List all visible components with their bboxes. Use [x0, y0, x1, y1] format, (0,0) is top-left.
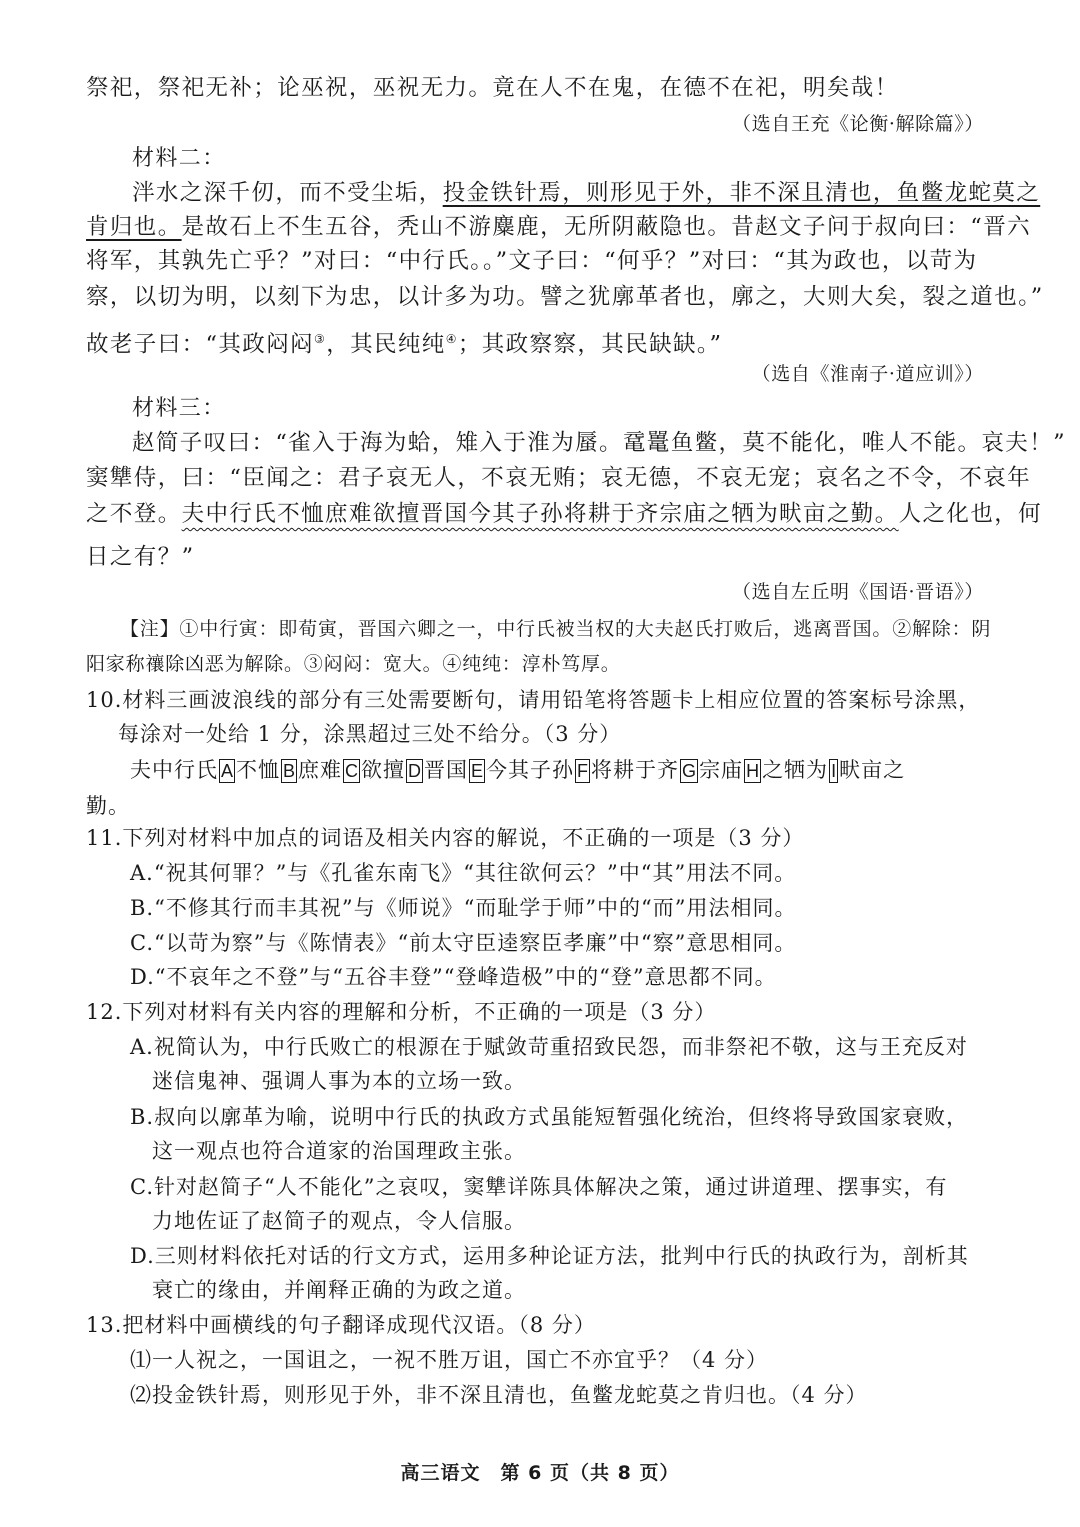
- question-12-option-a-line-1[interactable]: A.祝简认为，中行氏败亡的根源在于赋敛苛重招致民怨，而非祭祀不敬，这与王充反对: [130, 1035, 968, 1059]
- material-3-line-1: 赵简子叹曰：“雀入于海为蛤，雉入于淮为蜃。鼋鼍鱼鳖，莫不能化，唯人不能。哀夫！”: [132, 430, 1067, 456]
- source-huainanzi: （选自《淮南子·道应训》）: [751, 363, 984, 385]
- note-marker-4: ④: [445, 332, 458, 346]
- question-10-stem: 10.材料三画波浪线的部分有三处需要断句，请用铅笔将答题卡上相应位置的答案标号涂黑，: [86, 688, 981, 712]
- segment: 畎亩之: [839, 758, 906, 782]
- source-guoyu: （选自左丘明《国语·晋语》）: [732, 581, 984, 603]
- question-12-option-b-line-2: 这一观点也符合道家的治国理政主张。: [152, 1139, 526, 1163]
- question-12-option-d-line-1[interactable]: D.三则材料依托对话的行文方式，运用多种论证方法，批判中行氏的执政行为，剖析其: [130, 1244, 969, 1268]
- break-option-f[interactable]: F: [577, 761, 589, 781]
- material-3-line-2: 窦犨侍，曰：“臣闻之：君子哀无人，不哀无贿；哀无德，不哀无宠；哀名之不令，不哀年: [86, 465, 1032, 491]
- material-2-line-5: [86, 323, 994, 361]
- break-option-b[interactable]: B: [283, 761, 296, 781]
- source-lunheng: （选自王充《论衡·解除篇》）: [732, 113, 984, 135]
- segment: 宗庙: [699, 758, 744, 782]
- break-option-h[interactable]: H: [746, 761, 760, 781]
- material-2-line-1: [132, 177, 1041, 209]
- question-13-stem: 13.把材料中画横线的句子翻译成现代汉语。（8 分）: [86, 1313, 596, 1337]
- break-option-c[interactable]: C: [345, 761, 359, 781]
- question-11-stem: 11.下列对材料中加点的词语及相关内容的解说，不正确的一项是（3 分）: [86, 826, 805, 850]
- text: ，其民纯纯: [326, 331, 446, 358]
- question-12-stem: 12.下列对材料有关内容的理解和分析，不正确的一项是（3 分）: [86, 1000, 717, 1024]
- text: ；其政察察，其民缺缺。”: [457, 331, 723, 358]
- text: 是故石上不生五谷，秃山不游麋鹿，无所阴蔽隐也。昔赵文子问于叔向曰：“晋六: [181, 214, 1032, 240]
- text: 人之化也，何: [898, 501, 1043, 527]
- material-2-line-4: 察，以切为明，以刻下为忠，以计多为功。譬之犹廓革者也，廓之，大则大矣，裂之道也。”: [86, 284, 1044, 310]
- question-12-option-b-line-1[interactable]: B.叔向以廓革为喻，说明中行氏的执政方式虽能短暂强化统治，但终将导致国家衰败，: [130, 1105, 969, 1129]
- page-footer: 高三语文 第 6 页（共 8 页）: [400, 1462, 680, 1484]
- text: 故老子曰：“其政闷闷: [86, 331, 315, 358]
- break-option-d[interactable]: D: [408, 761, 422, 781]
- material-2-line-2: [86, 211, 1032, 243]
- underlined-sentence: 投金铁针焉，则形见于外，非不深且清也，鱼鳖龙蛇莫之: [442, 180, 1041, 206]
- segment: 不恤: [236, 758, 281, 782]
- underlined-sentence-end: 肯归也。: [86, 214, 182, 240]
- segment: 今其子孙: [486, 758, 575, 782]
- break-option-a[interactable]: A: [221, 761, 234, 781]
- question-11-option-c[interactable]: C.“以苛为察”与《陈情表》“前太守臣逵察臣孝廉”中“察”意思相同。: [130, 931, 797, 955]
- segment: 庶难: [298, 758, 343, 782]
- question-10-options: [130, 754, 994, 786]
- question-12-option-a-line-2: 迷信鬼神、强调人事为本的立场一致。: [152, 1069, 526, 1093]
- text: 之不登。: [86, 501, 182, 527]
- break-option-e[interactable]: E: [471, 761, 484, 781]
- material-2-title: 材料二：: [132, 146, 226, 171]
- question-11-option-a[interactable]: A.“祝其何罪？”与《孔雀东南飞》“其往欲何云？”中“其”用法不同。: [130, 861, 797, 885]
- question-10-scoring: 每涂对一处给 1 分，涂黑超过三处不给分。（3 分）: [118, 722, 622, 746]
- question-12-option-d-line-2: 衰亡的缘由，并阐释正确的为政之道。: [152, 1278, 526, 1302]
- question-13-sentence-1: ⑴一人祝之，一国诅之，一祝不胜万诅，国亡不亦宜乎？（4 分）: [130, 1348, 769, 1372]
- segment: 晋国: [424, 758, 469, 782]
- material-2-line-3: 将军，其孰先亡乎？”对曰：“中行氏。。”文子曰：“何乎？”对曰：“其为政也，以苛为: [86, 248, 978, 274]
- question-13-sentence-2: ⑵投金铁针焉，则形见于外，非不深且清也，鱼鳖龙蛇莫之肯归也。（4 分）: [130, 1383, 868, 1407]
- annotation-line-1: 【注】①中行寅：即荀寅，晋国六卿之一，中行氏被当权的大夫赵氏打败后，逃离晋国。②解除：阴: [120, 618, 992, 640]
- question-11-option-d[interactable]: D.“不哀年之不登”与“五谷丰登”“登峰造极”中的“登”意思都不同。: [130, 965, 777, 989]
- wavy-underlined-passage: 夫中行氏不恤庶难欲擅晋国今其子孙将耕于齐宗庙之牺为畎亩之勤。: [181, 501, 899, 527]
- text: 泮水之深千仞，而不受尘垢，: [132, 180, 443, 206]
- note-marker-3: ③: [314, 332, 327, 346]
- question-12-option-c-line-1[interactable]: C.针对赵简子“人不能化”之哀叹，窦犨详陈具体解决之策，通过讲道理、摆事实，有: [130, 1175, 948, 1199]
- annotation-line-2: 阳家称禳除凶恶为解除。③闷闷：宽大。④纯纯：淳朴笃厚。: [86, 653, 621, 675]
- material-3-line-4: 日之有？”: [86, 544, 195, 570]
- question-10-tail: 勤。: [86, 794, 130, 818]
- question-11-option-b[interactable]: B.“不修其行而丰其祝”与《师说》“而耻学于师”中的“而”用法相同。: [130, 896, 797, 920]
- material-3-title: 材料三：: [132, 396, 226, 421]
- segment: 之牺为: [762, 758, 829, 782]
- segment: 将耕于齐: [591, 758, 680, 782]
- material-3-line-3: [86, 498, 1043, 530]
- intro-line: 祭祀，祭祀无补；论巫祝，巫祝无力。竟在人不在鬼，在德不在祀，明矣哉！: [86, 75, 899, 101]
- segment: 欲擅: [361, 758, 406, 782]
- question-12-option-c-line-2: 力地佐证了赵简子的观点，令人信服。: [152, 1209, 526, 1233]
- break-option-i[interactable]: I: [831, 761, 837, 781]
- segment: 夫中行氏: [130, 758, 218, 782]
- break-option-g[interactable]: G: [682, 761, 697, 781]
